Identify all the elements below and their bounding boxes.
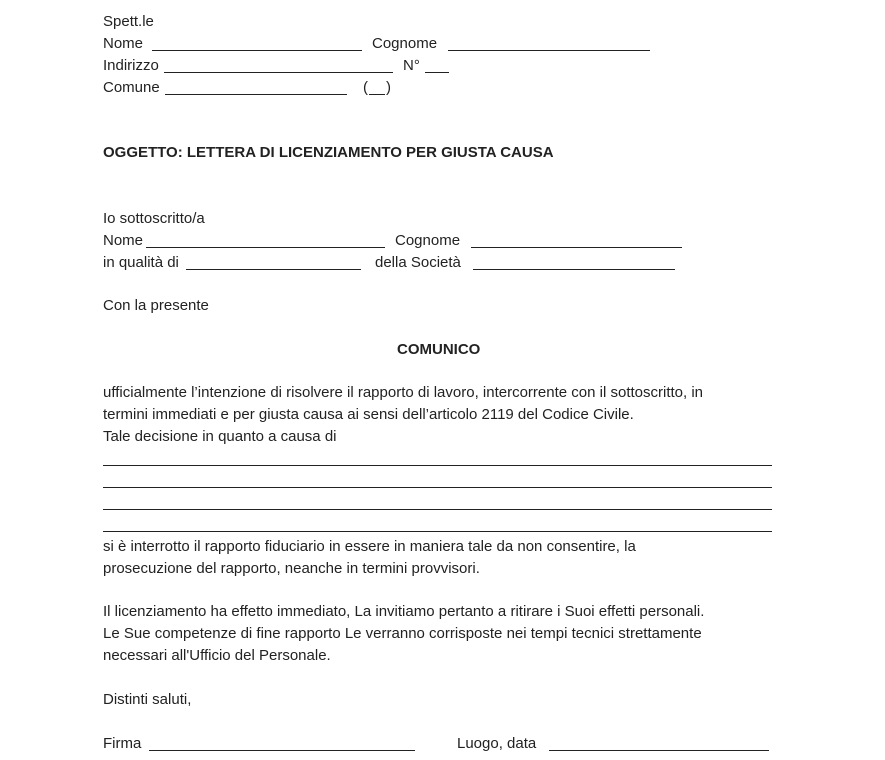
para3-line1: Il licenziamento ha effetto immediato, La invitiamo pertanto a ritirare i Suoi effetti personali. bbox=[103, 603, 705, 620]
recipient-address-row bbox=[103, 57, 463, 75]
signature-row bbox=[103, 735, 783, 753]
place-date-label: Luogo, data bbox=[457, 735, 537, 752]
place-date-field[interactable] bbox=[549, 750, 769, 751]
recipient-surname-label: Cognome bbox=[372, 35, 438, 52]
reason-field-line-2[interactable] bbox=[103, 487, 772, 488]
para2-line1: si è interrotto il rapporto fiduciario in essere in maniera tale da non consentire, la bbox=[103, 538, 636, 555]
recipient-city-field[interactable] bbox=[165, 94, 347, 95]
signature-label: Firma bbox=[103, 735, 142, 752]
para1-line3: Tale decisione in quanto a causa di bbox=[103, 428, 337, 445]
comunico-text: COMUNICO bbox=[397, 341, 481, 358]
para1-line1: ufficialmente l’intenzione di risolvere il rapporto di lavoro, intercorrente con il sottoscritto, in bbox=[103, 384, 704, 401]
opening-text: Con la presente bbox=[103, 297, 209, 314]
sender-company-label: della Società bbox=[375, 254, 461, 271]
sender-surname-field[interactable] bbox=[471, 247, 682, 248]
closing-text: Distinti saluti, bbox=[103, 691, 192, 708]
recipient-address-label: Indirizzo bbox=[103, 57, 159, 74]
sender-name-field[interactable] bbox=[146, 247, 385, 248]
recipient-city-label: Comune bbox=[103, 79, 160, 96]
recipient-salutation: Spett.le bbox=[103, 13, 154, 30]
sender-role-row bbox=[103, 254, 683, 272]
recipient-name-row bbox=[103, 35, 663, 53]
recipient-address-field[interactable] bbox=[164, 72, 393, 73]
recipient-number-field[interactable] bbox=[425, 72, 449, 73]
sender-role-label: in qualità di bbox=[103, 254, 179, 271]
signature-field[interactable] bbox=[149, 750, 415, 751]
para2-line2: prosecuzione del rapporto, neanche in termini provvisori. bbox=[103, 560, 480, 577]
para3-line3: necessari all'Ufficio del Personale. bbox=[103, 647, 331, 664]
recipient-name-label: Nome bbox=[103, 35, 144, 52]
recipient-surname-field[interactable] bbox=[448, 50, 650, 51]
reason-field-line-3[interactable] bbox=[103, 509, 772, 510]
sender-role-field[interactable] bbox=[186, 269, 361, 270]
sender-name-row bbox=[103, 232, 693, 250]
province-open-paren: ( bbox=[363, 79, 368, 96]
recipient-province-field[interactable] bbox=[369, 94, 385, 95]
recipient-name-field[interactable] bbox=[152, 50, 362, 51]
para3-line2: Le Sue competenze di fine rapporto Le verranno corrisposte nei tempi tecnici strettamente bbox=[103, 625, 702, 642]
sender-name-label: Nome bbox=[103, 232, 144, 249]
sender-intro: Io sottoscritto/a bbox=[103, 210, 205, 227]
province-close-paren: ) bbox=[386, 79, 391, 96]
comunico-heading bbox=[0, 341, 885, 359]
recipient-number-label: N° bbox=[403, 57, 420, 74]
subject-heading: OGGETTO: LETTERA DI LICENZIAMENTO PER GIUSTA CAUSA bbox=[103, 144, 554, 161]
para1-line2: termini immediati e per giusta causa ai sensi dell’articolo 2119 del Codice Civile. bbox=[103, 406, 634, 423]
recipient-city-row bbox=[103, 79, 403, 97]
reason-field-line-4[interactable] bbox=[103, 531, 772, 532]
sender-company-field[interactable] bbox=[473, 269, 675, 270]
reason-field-line-1[interactable] bbox=[103, 465, 772, 466]
sender-surname-label: Cognome bbox=[395, 232, 461, 249]
